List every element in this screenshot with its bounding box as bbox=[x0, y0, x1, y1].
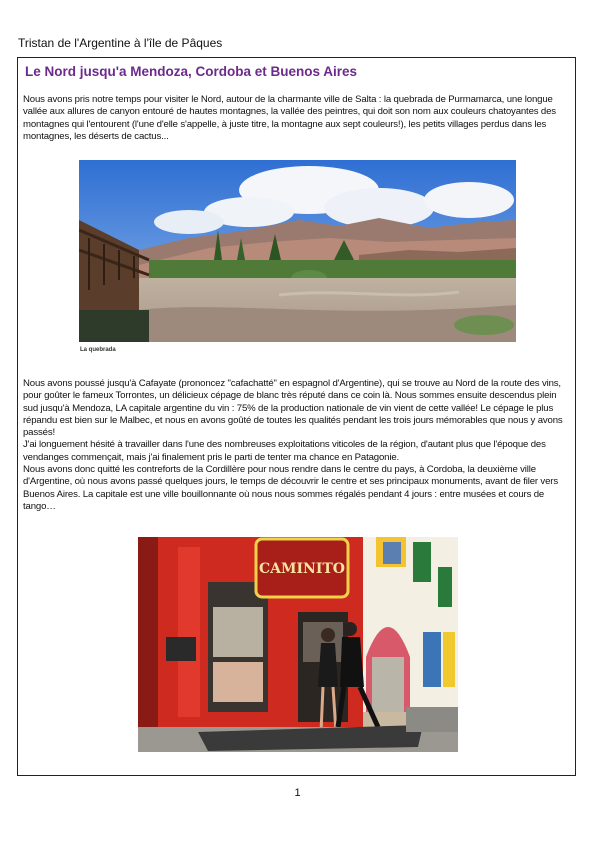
paragraph-intro: Nous avons pris notre temps pour visiter le Nord, autour de la charmante ville de Salta : la quebrada de Purmamarca, une longue vallée aux allures de canyon entouré de hautes montagnes, la vallée des peintres, qui doit son nom aux couleurs chatoyantes des montagnes qui l'entourent (l'une d'elle s'appelle, à juste titre, la montagne aux sept couleurs!), les petits villages perdus dans les montagnes, les déserts de cactus... bbox=[23, 94, 556, 142]
page-number: 1 bbox=[294, 787, 301, 799]
running-header: Tristan de l'Argentine à l'île de Pâques bbox=[18, 36, 223, 50]
paragraph-line: J'ai longuement hésité à travailler dans l'une des nombreuses exploitations viticoles de la région, d'autant plus que l'époque des vendanges commençait, mais j'ai finalement pris le parti de tenter ma chance en Patagonie. bbox=[23, 439, 546, 463]
photo-quebrada bbox=[79, 160, 516, 342]
paragraph-line: Nous avons donc quitté les contreforts de la Cordillère pour nous rendre dans le centre du pays, à Cordoba, la deuxième ville d'Argentine, où nous avons passé quelques jours, le temps de découvrir le centre et ses principaux monuments, avant de filer vers Buenos Aires. La capitale est une ville bouillonnante où nous nous sommes régalés pendant 4 jours : entre musées et cours de tango… bbox=[23, 464, 558, 512]
section-title: Le Nord jusqu'a Mendoza, Cordoba et Buenos Aires bbox=[25, 64, 357, 79]
photo-caminito-tango bbox=[138, 537, 458, 752]
article-frame bbox=[17, 57, 576, 776]
caminito-sign: CAMINITO bbox=[258, 561, 346, 577]
paragraph-line: Nous avons poussé jusqu'à Cafayate (prononcez "cafachatté" en espagnol d'Argentine), qui se trouve au Nord de la route des vins, pour goûter le fameux Torrontes, un délicieux cépage de blanc très réputé dans ce coin là. Nous sommes ensuite descendus plein sud jusqu'à Mendoza, LA capitale argentine du vin : 75% de la production nationale de vin vient de cette vallée! Le cépage le plus répandu est bien sur le Malbec, et nous en avons goûté de toutes les qualités pendant les trois jours mémorables que nous y avons passés! bbox=[23, 378, 563, 439]
paragraph-travel bbox=[23, 378, 573, 513]
quebrada-landscape-illustration bbox=[79, 160, 516, 342]
photo-caption: La quebrada bbox=[80, 347, 116, 353]
caminito-street-illustration bbox=[138, 537, 458, 752]
